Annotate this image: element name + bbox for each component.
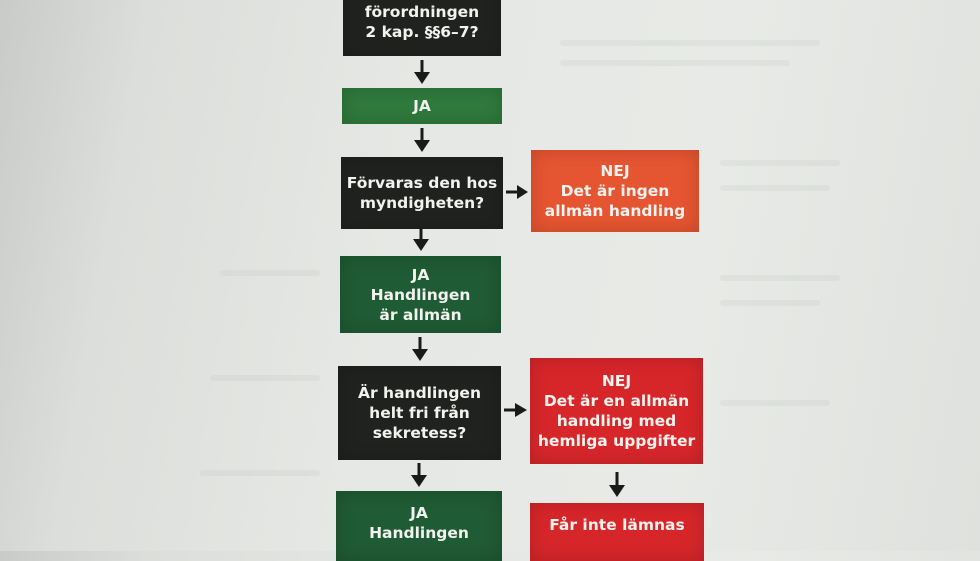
answer-box-far-inte-lamnas: Får inte lämnas <box>530 503 704 561</box>
arrow-down-4 <box>412 337 428 361</box>
question-box-forvaras: Förvaras den hos myndigheten? <box>341 157 503 229</box>
answer-box-ja-handlingen-allman: JA Handlingen är allmän <box>340 256 501 333</box>
arrow-down-5 <box>411 463 427 487</box>
answer-box-nej-hemliga-uppgifter: NEJ Det är en allmän handling med hemliga uppgifter <box>530 358 703 464</box>
answer-box-ja-1: JA <box>342 88 502 124</box>
arrow-down-3 <box>413 228 429 251</box>
answer-box-ja-handlingen-offentlig: JA Handlingen <box>336 491 502 561</box>
arrow-right-2 <box>504 403 527 417</box>
arrow-down-6 <box>609 472 625 497</box>
arrow-down-2 <box>414 128 430 152</box>
arrow-right-1 <box>506 185 528 199</box>
answer-box-nej-ingen-allman-handling: NEJ Det är ingen allmän handling <box>531 150 699 232</box>
question-box-forordningen: förordningen 2 kap. §§6–7? <box>343 0 501 56</box>
arrow-down-1 <box>414 60 430 84</box>
question-box-sekretess: Är handlingen helt fri från sekretess? <box>338 366 501 460</box>
